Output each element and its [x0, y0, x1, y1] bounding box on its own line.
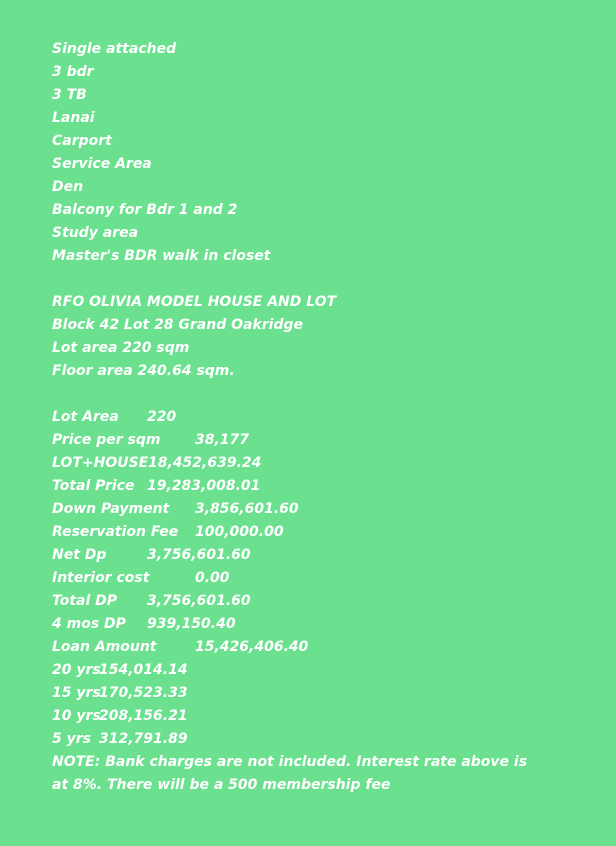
pricing-label: Total DP — [52, 593, 118, 609]
pricing-label: LOT+HOUSE — [52, 455, 149, 471]
feature-item: Den — [52, 179, 84, 195]
pricing-row — [52, 705, 592, 728]
note-text: NOTE: Bank charges are not included. Interest rate above is at 8%. There will be a 500 membership fee — [52, 754, 528, 793]
feature-item: 3 TB — [52, 87, 87, 103]
pricing-row — [52, 682, 592, 705]
pricing-row — [52, 475, 592, 498]
property-floor-area: Floor area 240.64 sqm. — [52, 363, 235, 379]
pricing-label: 15 yrs — [52, 685, 101, 701]
pricing-value: 939,150.40 — [147, 616, 236, 632]
property-location: Block 42 Lot 28 Grand Oakridge — [52, 317, 303, 333]
feature-item: Lanai — [52, 110, 95, 126]
feature-item: Balcony for Bdr 1 and 2 — [52, 202, 238, 218]
pricing-value: 3,756,601.60 — [147, 547, 251, 563]
pricing-label: Down Payment — [52, 501, 170, 517]
pricing-label: 10 yrs — [52, 708, 101, 724]
pricing-row — [52, 544, 592, 567]
pricing-label: Net Dp — [52, 547, 107, 563]
feature-item: Service Area — [52, 156, 152, 172]
pricing-row — [52, 636, 592, 659]
pricing-label: 20 yrs — [52, 662, 101, 678]
pricing-label: Price per sqm — [52, 432, 161, 448]
pricing-value: 312,791.89 — [99, 731, 188, 747]
feature-item: Study area — [52, 225, 139, 241]
property-info — [52, 291, 592, 383]
pricing-row — [52, 521, 592, 544]
pricing-label: Reservation Fee — [52, 524, 179, 540]
pricing-value: 220 — [147, 409, 177, 425]
pricing-label: Total Price — [52, 478, 135, 494]
listing-text — [52, 38, 592, 797]
pricing-table — [52, 406, 592, 751]
pricing-value: 170,523.33 — [99, 685, 188, 701]
feature-item: Master's BDR walk in closet — [52, 248, 271, 264]
pricing-row — [52, 429, 592, 452]
pricing-row — [52, 590, 592, 613]
pricing-value: 100,000.00 — [195, 524, 284, 540]
pricing-row — [52, 406, 592, 429]
pricing-value: 38,177 — [195, 432, 250, 448]
feature-item: Carport — [52, 133, 112, 149]
feature-list — [52, 38, 592, 268]
pricing-label: 4 mos DP — [52, 616, 126, 632]
property-lot-area: Lot area 220 sqm — [52, 340, 190, 356]
spacer — [52, 268, 592, 291]
property-title: RFO OLIVIA MODEL HOUSE AND LOT — [52, 294, 337, 310]
pricing-value: 3,856,601.60 — [195, 501, 299, 517]
pricing-row — [52, 659, 592, 682]
pricing-value: 3,756,601.60 — [147, 593, 251, 609]
pricing-label: 5 yrs — [52, 731, 91, 747]
spacer — [52, 383, 592, 406]
pricing-row — [52, 613, 592, 636]
pricing-row — [52, 567, 592, 590]
pricing-label: Lot Area — [52, 409, 119, 425]
pricing-value: 18,452,639.24 — [148, 455, 262, 471]
pricing-label: Interior cost — [52, 570, 150, 586]
pricing-row — [52, 498, 592, 521]
pricing-value: 0.00 — [195, 570, 230, 586]
pricing-value: 154,014.14 — [99, 662, 188, 678]
pricing-value: 19,283,008.01 — [147, 478, 261, 494]
pricing-label: Loan Amount — [52, 639, 157, 655]
pricing-row — [52, 728, 592, 751]
feature-item: 3 bdr — [52, 64, 94, 80]
pricing-row — [52, 452, 592, 475]
pricing-value: 15,426,406.40 — [195, 639, 309, 655]
pricing-value: 208,156.21 — [99, 708, 188, 724]
feature-item: Single attached — [52, 41, 177, 57]
